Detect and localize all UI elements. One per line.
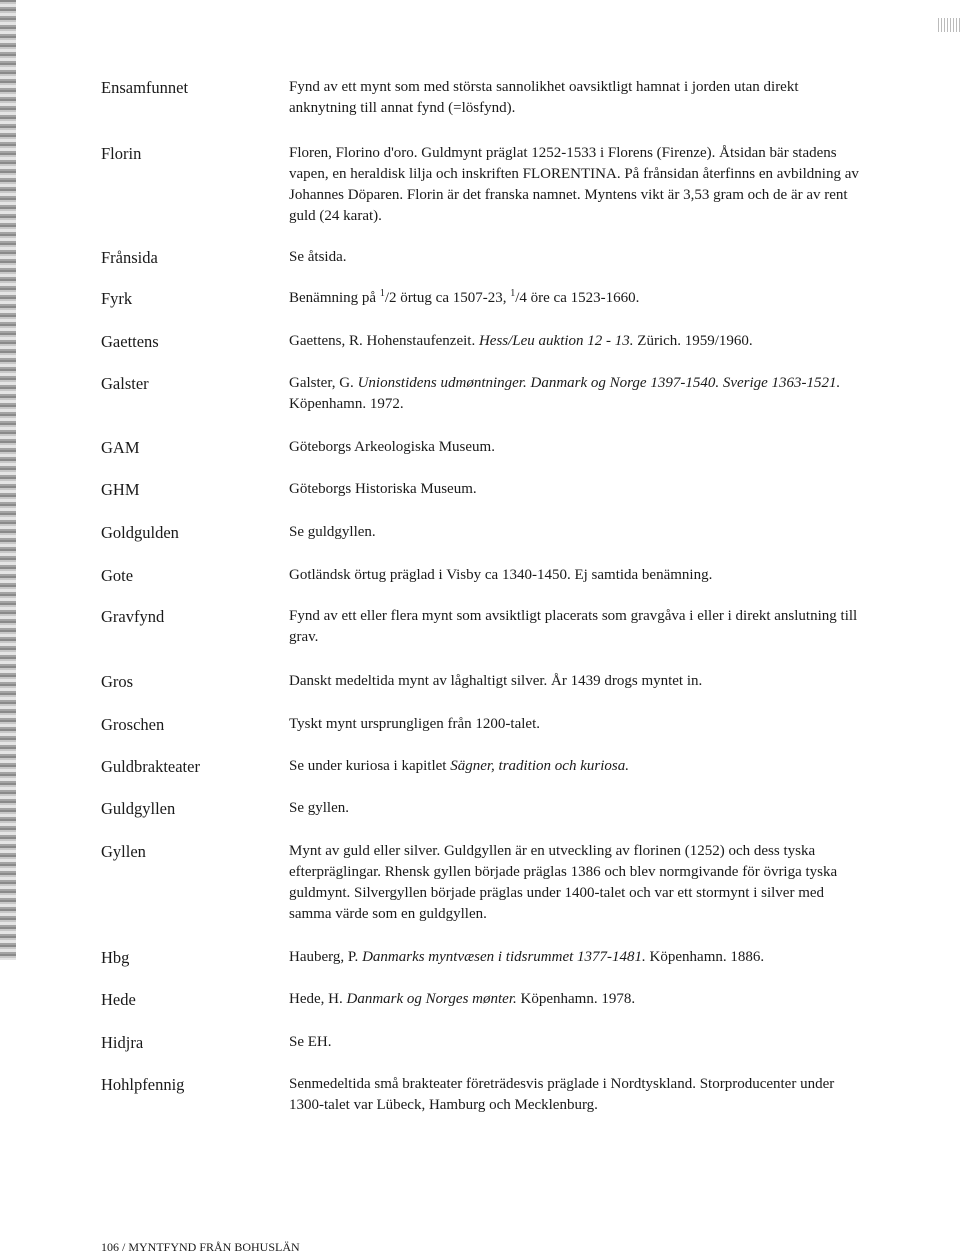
glossary-term: GAM bbox=[101, 438, 140, 457]
glossary-term: GHM bbox=[101, 480, 140, 499]
glossary-term: Gaettens bbox=[101, 332, 159, 351]
glossary-definition bbox=[289, 143, 869, 227]
definition-text: Se åtsida. bbox=[289, 249, 347, 265]
glossary-definition bbox=[289, 1074, 869, 1116]
glossary-definition bbox=[289, 989, 869, 1010]
definition-superscript: 1 bbox=[510, 288, 516, 299]
definition-text: /4 öre ca 1523-1660. bbox=[515, 290, 640, 306]
glossary-definition bbox=[289, 947, 869, 968]
glossary-term: Guldbrakteater bbox=[101, 757, 200, 776]
glossary-term: Guldgyllen bbox=[101, 799, 176, 818]
definition-italic-title: Danmark og Norges mønter. bbox=[346, 991, 517, 1007]
glossary-term: Gote bbox=[101, 566, 134, 585]
glossary-term: Hede bbox=[101, 990, 136, 1009]
glossary-definition bbox=[289, 288, 869, 309]
definition-text: Benämning på bbox=[289, 290, 380, 306]
glossary-definition bbox=[289, 671, 869, 692]
definition-text: Köpenhamn. 1978. bbox=[516, 991, 636, 1007]
definition-text: Mynt av guld eller silver. Guldgyllen är en utveckling av florinen (1252) och dess tyska efterpräglingar. Rhensk gyllen började präglas 1386 och blev normgivande för övriga tyska guldmynt. Silvergyllen började präglas under 1400-talet och var ett stormynt i silver med samma värde som en guldgyllen. bbox=[289, 843, 838, 922]
glossary-term: Groschen bbox=[101, 715, 165, 734]
glossary-term: Ensamfunnet bbox=[101, 78, 189, 97]
glossary-term: Frånsida bbox=[101, 248, 158, 267]
definition-text: Fynd av ett mynt som med största sannolikhet oavsiktligt hamnat i jorden utan direkt anknytning till annat fynd (=lösfynd). bbox=[289, 79, 799, 116]
glossary-definition bbox=[289, 714, 869, 735]
definition-italic-title: Danmarks myntvæsen i tidsrummet 1377-1481. bbox=[362, 949, 646, 965]
glossary-term: Gravfynd bbox=[101, 607, 165, 626]
definition-text: Hede, H. bbox=[289, 991, 347, 1007]
definition-text: Zürich. 1959/1960. bbox=[633, 333, 753, 349]
definition-text: Galster, G. bbox=[289, 375, 358, 391]
definition-text: Danskt medeltida mynt av låghaltigt silver. År 1439 drogs myntet in. bbox=[289, 673, 703, 689]
definition-text: Hauberg, P. bbox=[289, 949, 363, 965]
glossary-definition bbox=[289, 331, 869, 352]
glossary-term: Hidjra bbox=[101, 1033, 144, 1052]
glossary-term: Fyrk bbox=[101, 289, 133, 308]
glossary-definition bbox=[289, 247, 869, 268]
glossary-definition bbox=[289, 373, 869, 415]
definition-text: Senmedeltida små brakteater företrädesvis präglade i Nordtyskland. Storproducenter under 1300-talet var Lübeck, Hamburg och Mecklenburg. bbox=[289, 1076, 835, 1113]
scan-corner-artifact bbox=[938, 18, 960, 32]
glossary-definition bbox=[289, 1032, 869, 1053]
definition-text: Tyskt mynt ursprungligen från 1200-talet. bbox=[289, 716, 540, 732]
definition-text: Göteborgs Arkeologiska Museum. bbox=[289, 439, 495, 455]
definition-text: Se guldgyllen. bbox=[289, 524, 376, 540]
definition-text: Gaettens, R. Hohenstaufenzeit. bbox=[289, 333, 479, 349]
definition-text: Fynd av ett eller flera mynt som avsiktligt placerats som gravgåva i eller i direkt anslutning till grav. bbox=[289, 608, 858, 645]
definition-text: Se gyllen. bbox=[289, 800, 349, 816]
glossary-definition bbox=[289, 479, 869, 500]
definition-superscript: 1 bbox=[379, 288, 385, 299]
glossary-term: Goldgulden bbox=[101, 523, 179, 542]
definition-text: Gotländsk örtug präglad i Visby ca 1340-1450. Ej samtida benämning. bbox=[289, 567, 713, 583]
glossary-term: Florin bbox=[101, 144, 142, 163]
page-footer: 106 / MYNTFYND FRÅN BOHUSLÄN bbox=[101, 1240, 300, 1254]
glossary-definition bbox=[289, 606, 869, 648]
definition-text: Köpenhamn. 1972. bbox=[289, 396, 404, 412]
glossary-term: Hbg bbox=[101, 948, 130, 967]
definition-text: Se under kuriosa i kapitlet bbox=[289, 758, 451, 774]
scan-edge-artifact bbox=[0, 0, 16, 960]
definition-text: /2 örtug ca 1507-23, bbox=[384, 290, 511, 306]
glossary-definition bbox=[289, 522, 869, 543]
definition-text: Göteborgs Historiska Museum. bbox=[289, 481, 477, 497]
glossary-term: Hohlpfennig bbox=[101, 1075, 185, 1094]
definition-text: Köpenhamn. 1886. bbox=[645, 949, 765, 965]
glossary-term: Gyllen bbox=[101, 842, 146, 861]
glossary-definition bbox=[289, 841, 869, 925]
definition-italic-title: Unionstidens udmøntninger. Danmark og Norge 1397-1540. Sverige 1363-1521. bbox=[357, 375, 841, 391]
glossary-definition bbox=[289, 756, 869, 777]
definition-text: Floren, Florino d'oro. Guldmynt präglat 1252-1533 i Florens (Firenze). Åtsidan bär stadens vapen, en heraldisk lilja och inskriften FLORENTINA. På frånsidan återfinns en avbildning av Johannes Döparen. Florin är det franska namnet. Myntens vikt är 3,53 gram och de är av rent guld (24 karat). bbox=[289, 145, 859, 224]
definition-italic-title: Hess/Leu auktion 12 - 13. bbox=[478, 333, 634, 349]
glossary-term: Gros bbox=[101, 672, 134, 691]
glossary-definition bbox=[289, 77, 869, 119]
glossary-definition bbox=[289, 565, 869, 586]
definition-text: Se EH. bbox=[289, 1034, 332, 1050]
definition-italic-title: Sägner, tradition och kuriosa. bbox=[450, 758, 629, 774]
glossary-definition bbox=[289, 437, 869, 458]
glossary-definition bbox=[289, 798, 869, 819]
glossary-term: Galster bbox=[101, 374, 149, 393]
